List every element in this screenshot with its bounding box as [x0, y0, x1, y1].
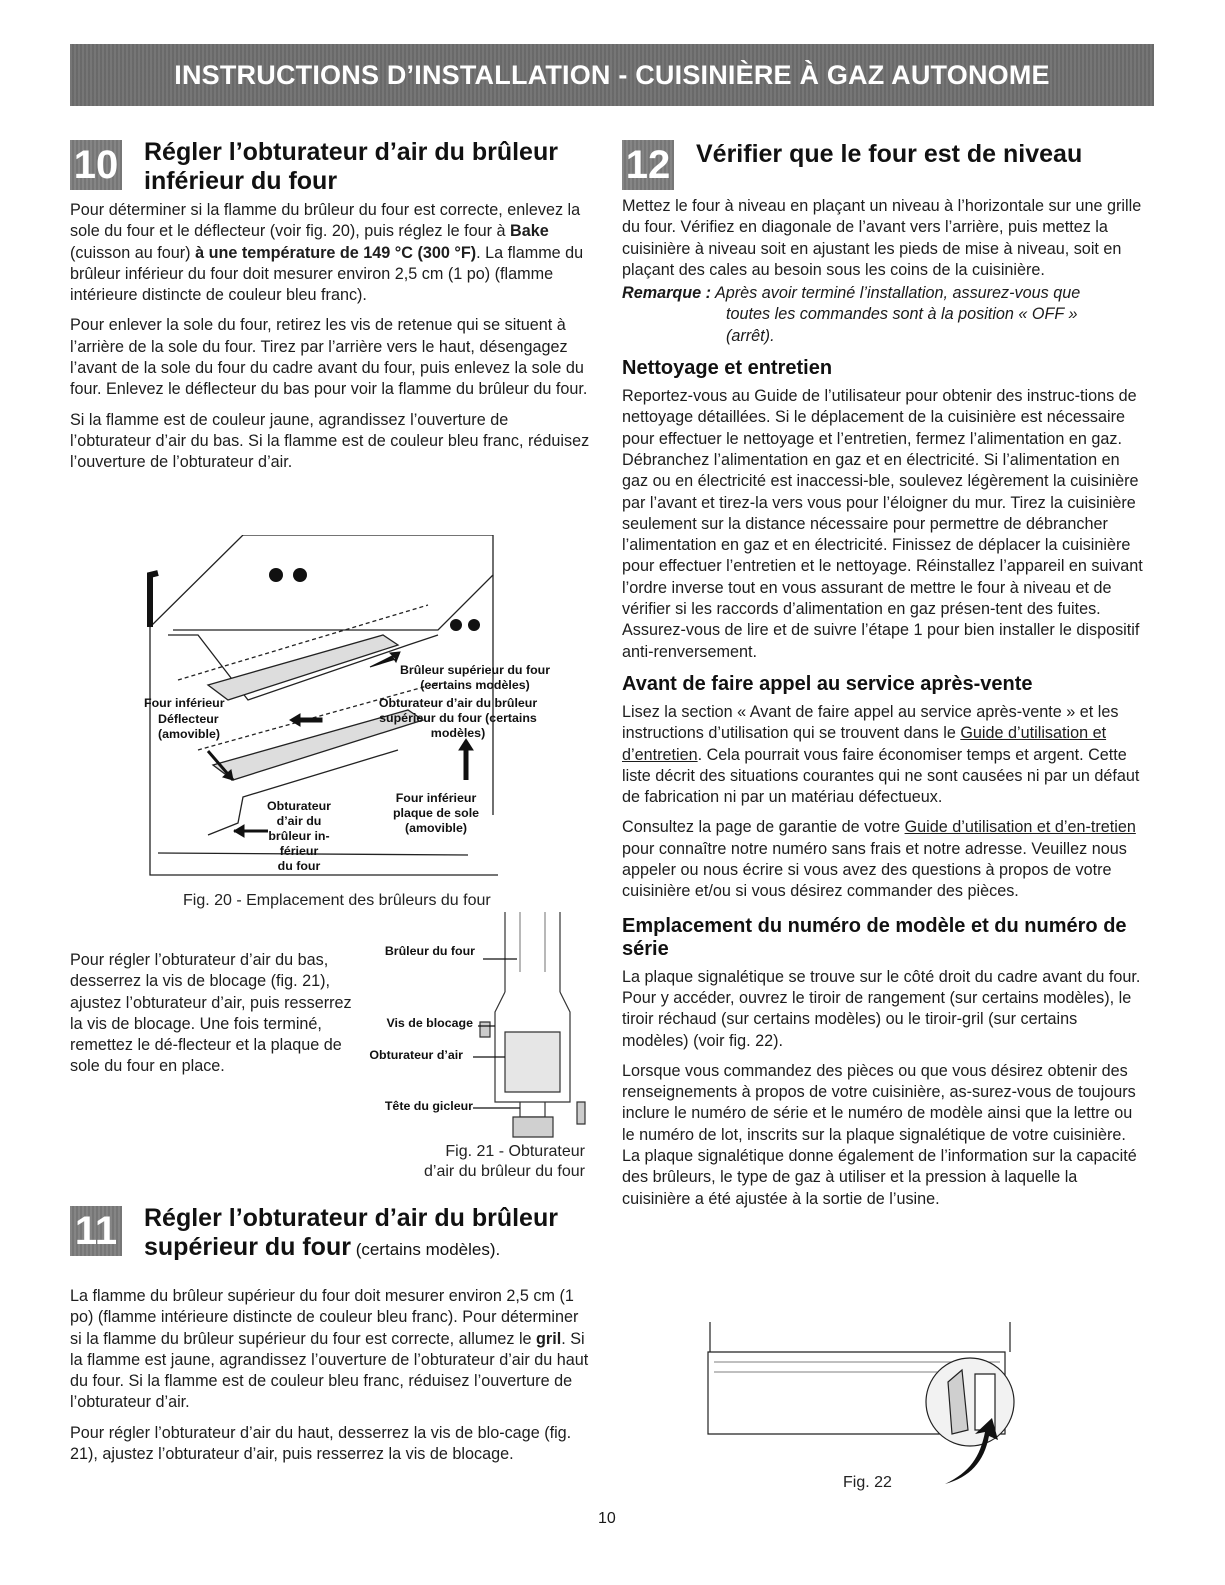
figure-22	[700, 1322, 1020, 1487]
fig21-label-nozzle: Tête du gicleur	[384, 1099, 473, 1113]
section-10-title-line2: inférieur du four	[144, 167, 338, 195]
serial-paragraph-1: La plaque signalétique se trouve sur le côté droit du cadre avant du four. Pour y accéder, ouvrez le tiroir de rangement (sur certains modèles), le tiroir réchaud (sur certains modèles) ou le tiroir-gril (sur certains modèles) (voir fig. 22).	[622, 967, 1141, 1050]
section-11-title-line1: Régler l’obturateur d’air du brûleur	[144, 1204, 558, 1232]
banner-title: INSTRUCTIONS D’INSTALLATION - CUISINIÈRE À GAZ AUTONOME	[174, 59, 1050, 90]
figure-22-caption: Fig. 22	[843, 1474, 892, 1491]
step-number-badge: 10	[70, 140, 122, 190]
section-10-header	[70, 136, 590, 196]
fig20-label-lower-oven: Four inférieur	[144, 696, 225, 710]
right-column	[622, 136, 1147, 1219]
figure-21	[355, 912, 590, 1140]
fig21-label-shutter: Obturateur d’air	[369, 1048, 463, 1062]
cleaning-paragraph: Reportez-vous au Guide de l’utilisateur pour obtenir des instruc-tions de nettoyage détaillées. Si le déplacement de la cuisinière est nécessaire pour effectuer le nettoyage et l’entretien, fermez l’alimentation en gaz. Débranchez l’alimentation en gaz et en électricité. Si l’alimentation en gaz ou en électricité est inaccessi-ble, soulevez légèrement la cuisinière par l’avant et tirez-la vers vous pour l’éloigner du mur. Tirez la cuisinière seulement sur la distance nécessaire pour permettre de débrancher l’alimentation en gaz et en électricité. Finissez de déplacer la cuisinière pour effectuer l’entretien et le nettoyage. Réinstallez l’appareil en suivant l’ordre inverse tout en vous assurant de mettre le four à niveau et de vérifier si les raccords d’alimentation en gaz présen-tent des fuites. Assurez-vous de lire et de suivre l’étape 1 pour bien installer le dispositif anti-renversement.	[622, 387, 1143, 661]
service-paragraph-2: Consultez la page de garantie de votre Guide d’utilisation et d’en-tretien pour connaître notre numéro sans frais et notre adresse. Veuillez nous appeler ou nous écrire si vous avez des questions à propos de votre cuisinière et/ou si vous désirez commander des pièces.	[622, 818, 1136, 901]
guide-link-warranty: Guide d’utilisation et d’en-tretien	[904, 818, 1136, 837]
step-number-badge: 11	[70, 1206, 122, 1256]
fig21-instructions: Pour régler l’obturateur d’air du bas, desserrez la vis de blocage (fig. 21), ajustez l’obturateur d’air, puis resserrez la vis de blocage. Une fois terminé, remettez le dé-flecteur et la plaque de sole du four en place.	[70, 951, 352, 1076]
figure-21-caption: Fig. 21 - Obturateur d’air du brûleur du four	[424, 1143, 585, 1180]
figure-20-caption: Fig. 20 - Emplacement des brûleurs du four	[183, 892, 491, 909]
section-10-paragraph-3: Si la flamme est de couleur jaune, agrandissez l’ouverture de l’obturateur d’air du bas. Si la flamme est de couleur bleu franc, réduisez l’ouverture de l’obturateur d’air.	[70, 410, 590, 472]
fig21-label-burner: Brûleur du four	[384, 944, 475, 958]
serial-heading: Emplacement du numéro de modèle et du numéro de série	[622, 914, 1127, 960]
section-11-paragraph-2: Pour régler l’obturateur d’air du haut, desserrez la vis de blo-cage (fig. 21), ajustez l’obturateur d’air, puis resserrez la vis de blocage.	[70, 1423, 572, 1464]
section-10-paragraph-2: Pour enlever la sole du four, retirez les vis de retenue qui se situent à l’arrière de la sole du four. Tirez par l’arrière vers le haut, désengagez l’avant de la sole du four du cadre avant du four, puis enlevez la sole du four. Enlevez le déflecteur du bas pour voir la flamme du brûleur du four.	[70, 316, 588, 399]
fig20-label-top-shutter: Obturateur d’air du brûleur supérieur du four (certains modèles)	[378, 696, 538, 740]
section-12-note: Remarque : Après avoir terminé l’installation, assurez-vous que toutes les commandes sont à la position « OFF » (arrêt).	[622, 284, 1081, 345]
page-banner	[70, 44, 1154, 106]
fig20-label-lower-shutter: Obturateur d’air du brûleur in- férieur du four	[266, 799, 332, 873]
guide-link: Guide d’utilisation et d’entretien	[622, 724, 1107, 764]
section-11-header	[70, 1202, 590, 1264]
cleaning-heading: Nettoyage et entretien	[622, 357, 833, 380]
serial-paragraph-2: Lorsque vous commandez des pièces ou que vous désirez obtenir des renseignements à propos de votre cuisinière, as-surez-vous de toujours inclure le numéro de série et le numéro de modèle ainsi que la lettre ou le numéro de lot, inscrits sur la plaque signalétique de votre cuisinière. La plaque signalétique donne également de l’information sur la capacité des brûleurs, le type de gaz à utiliser et la pression à laquelle la cuisinière a été ajustée à la sortie de l’usine.	[622, 1061, 1137, 1208]
section-12-header	[622, 136, 1147, 190]
section-10-paragraph-1: Pour déterminer si la flamme du brûleur du four est correcte, enlevez la sole du four et le déflecteur (voir fig. 20), puis réglez le four à Bake (cuisson au four) à une température de 149 °C (300 °F). La flamme du brûleur inférieur du four doit mesurer environ 2,5 cm (1 po) (flamme intérieure distincte de couleur bleu franc).	[70, 201, 584, 305]
section-12-paragraph: Mettez le four à niveau en plaçant un niveau à l’horizontale sur une grille du four. Vérifiez en diagonale de l’avant vers l’arrière, puis mettez la cuisinière à niveau soit en ajustant les pieds de mise à niveau, soit en plaçant des cales au besoin sous les coins de la cuisinière.	[622, 197, 1142, 279]
section-11-paragraph-1: La flamme du brûleur supérieur du four doit mesurer environ 2,5 cm (1 po) (flamme intérieure distincte de couleur bleu franc). Pour déterminer si la flamme du brûleur supérieur du four est correcte, allumez le gril. Si la flamme est jaune, agrandissez l’ouverture de l’obturateur d’air du haut du four. Si la flamme est de couleur bleu franc, réduisez l’ouverture de l’obturateur d’air.	[70, 1287, 589, 1412]
figure-20	[138, 535, 568, 887]
section-12-title: Vérifier que le four est de niveau	[696, 140, 1083, 168]
fig20-label-floor-plate: Four inférieur plaque de sole (amovible)	[392, 791, 480, 835]
section-11-title	[144, 1204, 558, 1264]
section-11	[70, 1202, 590, 1474]
section-11-title-line2: supérieur du four (certains modèles).	[144, 1233, 501, 1261]
page-number: 10	[598, 1510, 616, 1527]
section-10-title	[144, 138, 558, 196]
section-10-title-line1: Régler l’obturateur d’air du brûleur	[144, 138, 558, 166]
fig21-label-screw: Vis de blocage	[386, 1016, 473, 1030]
step-number-badge: 12	[622, 140, 674, 190]
fig20-label-deflector: Déflecteur (amovible)	[158, 712, 220, 741]
fig20-label-top-burner: Brûleur supérieur du four (certains modèles)	[399, 663, 551, 692]
service-heading: Avant de faire appel au service après-vente	[622, 672, 1033, 695]
service-paragraph-1: Lisez la section « Avant de faire appel au service après-vente » et les instructions d’utilisation qui se trouvent dans le Guide d’utilisation et d’entretien. Cela pourrait vous faire économiser temps et argent. Cette liste décrit des situations courantes qui ne sont causées ni par un défaut de fabrication ni par un matériau défectueux.	[622, 702, 1140, 807]
left-column	[70, 136, 590, 483]
drawer-nameplate-diagram	[700, 1322, 1020, 1487]
